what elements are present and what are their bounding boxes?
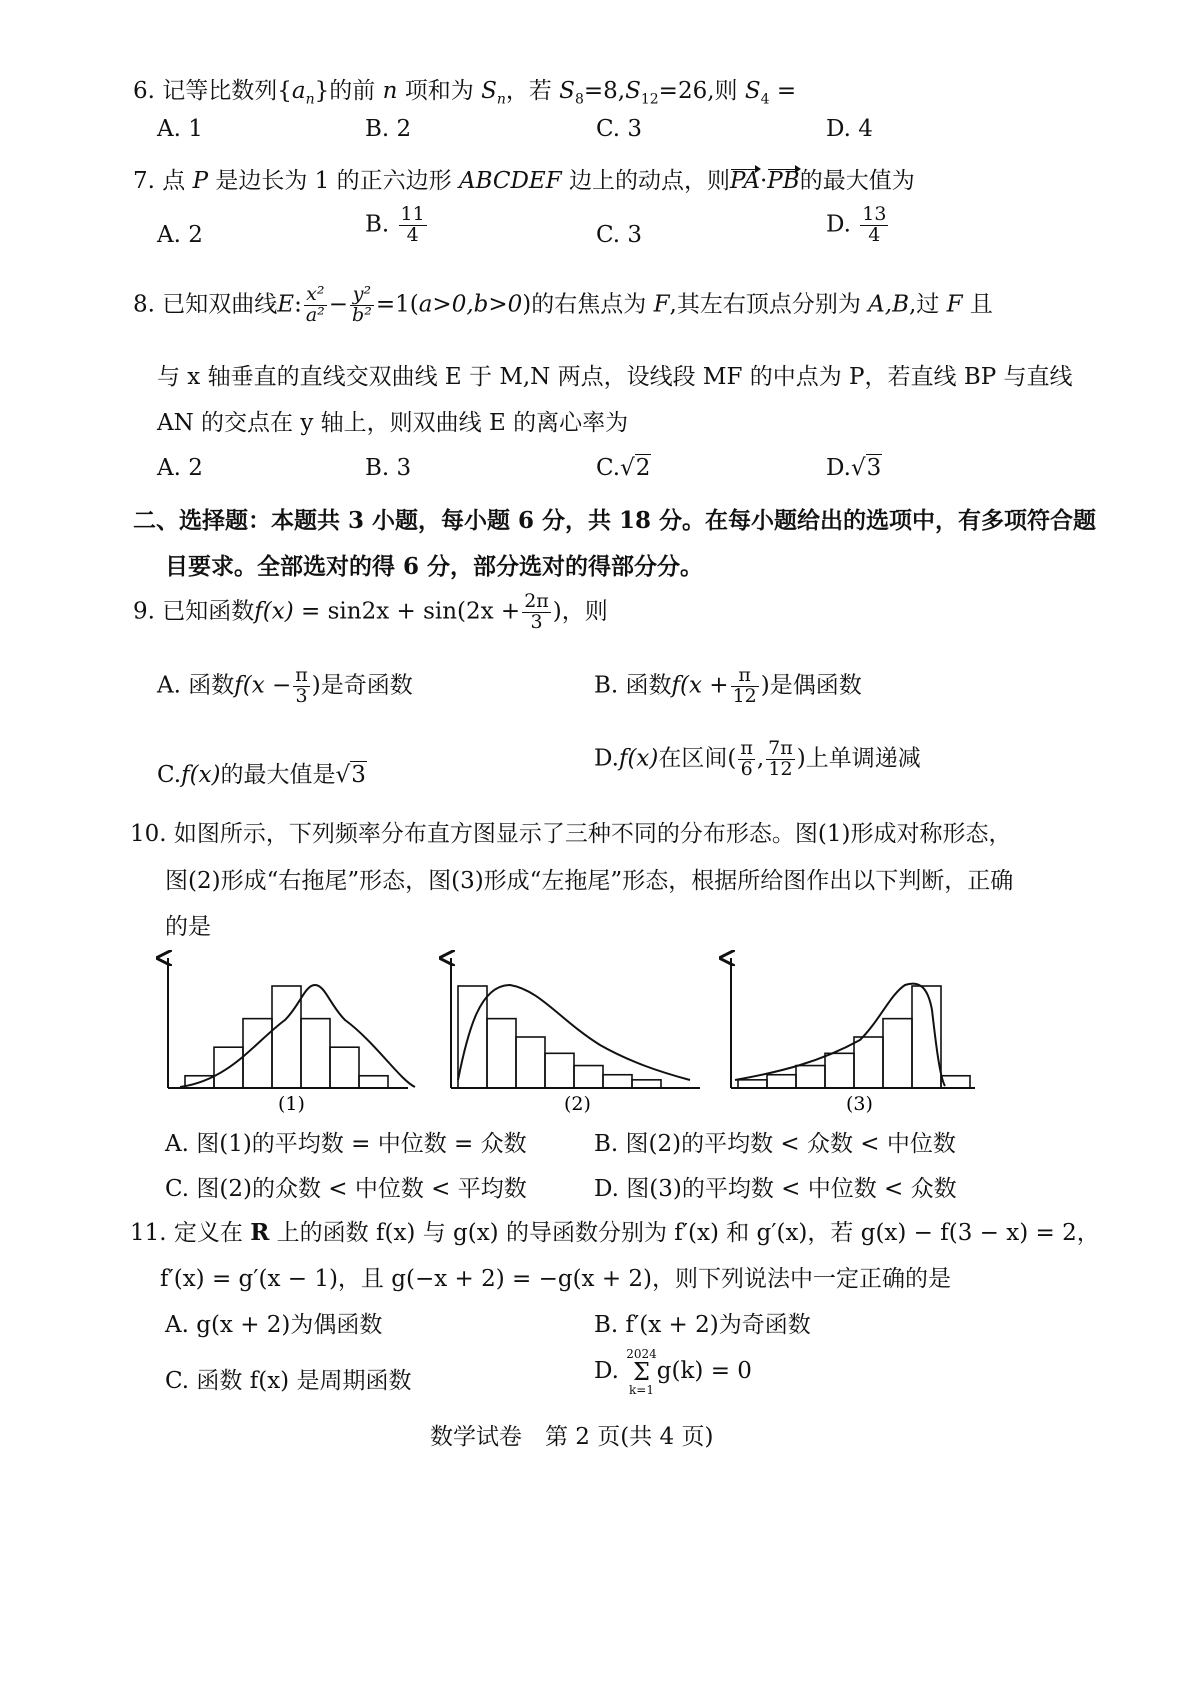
option-a: A. 函数f(x − $\frac{\pi}{3}$ )是奇函数 [157, 664, 413, 707]
question-number: 8. [133, 291, 155, 318]
option-a: A. 1 [157, 116, 203, 142]
option-c: C.√2 [596, 455, 651, 481]
histogram-bar [796, 1066, 825, 1088]
question-number: 10. [130, 821, 167, 847]
distribution-curve [180, 985, 415, 1087]
fraction: $\frac{\pi}{3}$ [295, 664, 308, 707]
question-number: 6. [133, 78, 155, 104]
question-10-line-2: 图(2)形成“右拖尾”形态，图(3)形成“左拖尾”形态，根据所给图作出以下判断，正确 [165, 868, 1014, 894]
figure-caption: (3) [846, 1093, 873, 1115]
option-c: C. 图(2)的众数 < 中位数 < 平均数 [165, 1176, 527, 1202]
option-b: B. $\frac{11}{4}$ [365, 203, 425, 246]
option-d: D. 4 [826, 116, 873, 142]
fraction: $\frac{13}{4}$ [862, 203, 887, 246]
histogram-bar [767, 1075, 796, 1088]
question-9: 9. 已知函数f(x) = sin2x + sin(2x + $\frac{2\pi}{3}$ )，则 [133, 590, 608, 633]
histogram-bar [854, 1037, 883, 1088]
page-footer: 数学试卷 第 2 页(共 4 页) [430, 1424, 714, 1450]
fraction: $\frac{\text{x²}}{\text{a²}}$ [305, 283, 325, 326]
question-7: 7. 点 P 是边长为 1 的正六边形 ABCDEF 边上的动点，则PA·PB的最大值为 [133, 168, 915, 194]
option-d: D. 图(3)的平均数 < 中位数 < 众数 [594, 1176, 957, 1202]
option-c: C. 函数 f(x) 是周期函数 [165, 1368, 412, 1394]
fraction: $\frac{\pi}{6}$ [740, 737, 753, 780]
question-10: 10. 如图所示，下列频率分布直方图显示了三种不同的分布形态。图(1)形成对称形态， [130, 821, 1012, 847]
distribution-curve [735, 984, 945, 1086]
question-number: 7. [133, 168, 155, 194]
histogram-bar [632, 1080, 661, 1088]
histogram-figures [0, 950, 1200, 1120]
question-10-line-3: 的是 [165, 914, 211, 940]
option-d: D. $\frac{13}{4}$ [826, 203, 887, 246]
option-b: B. 图(2)的平均数 < 众数 < 中位数 [594, 1131, 956, 1157]
option-c: C. 3 [596, 222, 643, 248]
option-b: B. f′(x + 2)为奇函数 [594, 1312, 811, 1338]
sqrt: √2 [620, 455, 651, 481]
option-c: C. 3 [596, 116, 643, 142]
question-number: 9. [133, 598, 155, 625]
fraction: $\frac{7\pi}{12}$ [768, 737, 793, 780]
question-11-line-2: f′(x) = g′(x − 1)，且 g(−x + 2) = −g(x + 2)，则下列说法中一定正确的是 [160, 1266, 952, 1292]
question-8-line-2: 与 x 轴垂直的直线交双曲线 E 于 M,N 两点，设线段 MF 的中点为 P，若直线 BP 与直线 [157, 364, 1073, 390]
option-b: B. 2 [365, 116, 412, 142]
histogram-bar [301, 1019, 330, 1088]
histogram-bar [330, 1047, 359, 1088]
histogram-bar [912, 986, 941, 1088]
histogram-bar [359, 1076, 388, 1088]
figure-caption: (2) [564, 1093, 591, 1115]
fraction: $\frac{\text{y²}}{\text{b²}}$ [352, 283, 372, 326]
option-c: C.f(x)的最大值是√3 [157, 762, 366, 788]
option-d: D.√3 [826, 455, 882, 481]
summation: 2024 Σ k=1 [626, 1347, 657, 1397]
question-8: 8. 已知双曲线E: $\frac{\text{x²}}{\text{a²}}$ − $\frac{\text{y²}}{\text{b²}}$ =1(a>0,b>0)的右焦点为 F,其左右顶点分别为 A,B,过 F 且 [133, 283, 993, 326]
fraction: $\frac{\pi}{12}$ [732, 664, 757, 707]
histogram-bar [603, 1075, 632, 1088]
fraction: $\frac{11}{4}$ [400, 203, 425, 246]
option-a: A. 图(1)的平均数 = 中位数 = 众数 [165, 1131, 527, 1157]
section-2-header: 二、选择题：本题共 3 小题，每小题 6 分，共 18 分。在每小题给出的选项中，有多项符合题 [133, 507, 1097, 534]
option-a: A. 2 [157, 222, 203, 248]
figure-caption: (1) [278, 1093, 305, 1115]
histogram-bar [941, 1076, 970, 1088]
option-a: A. 2 [157, 455, 203, 481]
histogram-bar [545, 1053, 574, 1088]
histogram-bar [487, 1019, 516, 1088]
option-a: A. g(x + 2)为偶函数 [165, 1312, 383, 1338]
sqrt: √3 [850, 455, 882, 481]
histogram-bar [272, 986, 301, 1088]
histogram-bar [825, 1053, 854, 1088]
sqrt: √3 [335, 762, 366, 788]
vector-pb: PB [767, 168, 800, 194]
vector-pa: PA [730, 168, 760, 194]
histogram-figure-2 [451, 958, 700, 1115]
question-8-line-3: AN 的交点在 y 轴上，则双曲线 E 的离心率为 [157, 410, 629, 436]
option-b: B. 3 [365, 455, 412, 481]
histogram-bar [574, 1066, 603, 1088]
option-d: D.f(x)在区间( $\frac{\pi}{6}$ , $\frac{7\pi}{12}$ )上单调递减 [594, 737, 921, 780]
question-11: 11. 定义在 R 上的函数 f(x) 与 g(x) 的导函数分别为 f′(x) 和 g′(x)，若 g(x) − f(3 − x) = 2， [130, 1219, 1100, 1246]
option-b: B. 函数f(x + $\frac{\pi}{12}$ )是偶函数 [594, 664, 862, 707]
fraction: $\frac{2\pi}{3}$ [524, 590, 549, 633]
histogram-bar [738, 1080, 767, 1088]
histogram-bar [516, 1037, 545, 1088]
section-2-header-line-2: 目要求。全部选对的得 6 分，部分选对的得部分分。 [165, 553, 704, 580]
histogram-figure-1 [168, 958, 415, 1115]
histogram-bar [883, 1019, 912, 1088]
histogram-figure-3 [731, 958, 975, 1115]
question-number: 11. [130, 1220, 167, 1246]
question-6: 6. 记等比数列$\{a_n\}$的前 n 项和为 $S_n$，若 $S_8=8,S_{12}=26$,则 $S_4$ = [133, 78, 797, 108]
option-d: D. 2024 Σ k=1g(k) = 0 [594, 1347, 752, 1397]
